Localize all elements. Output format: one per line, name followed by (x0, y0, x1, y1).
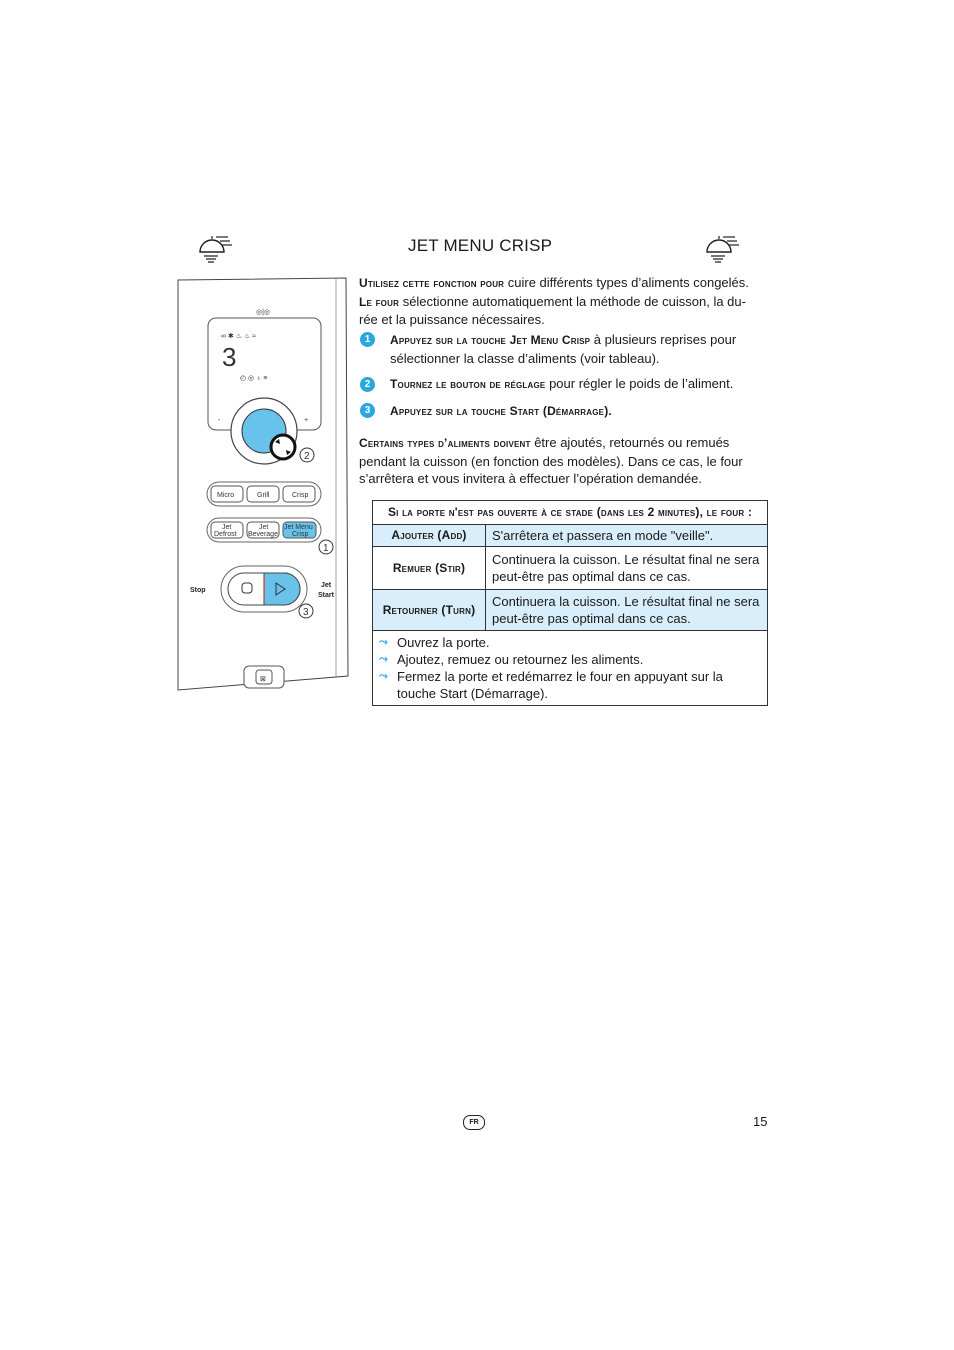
step-1-rest: à plusieurs reprises pour (590, 332, 737, 347)
tip-2: Ajoutez, remuez ou retournez les aliments. (397, 652, 644, 667)
svg-text:◎|◎: ◎|◎ (256, 309, 271, 316)
jet-defrost-l1: Jet (222, 524, 232, 531)
table-row (373, 525, 768, 547)
intro-rest-2: sélectionne automatiquement la méthode de cuisson, la du- (399, 293, 746, 309)
table-value-stir: Continuera la cuisson. Le résultat final ne sera peut-être pas optimal dans ce cas. (486, 547, 768, 590)
crisp-icon-left (196, 232, 236, 266)
minus-label: - (218, 417, 221, 424)
plus-label: + (304, 417, 309, 424)
page-number: 15 (753, 1114, 768, 1129)
callout-3: 3 (303, 607, 309, 618)
table-key-add: Ajouter (Add) (373, 525, 486, 547)
jet-menu-crisp-l1: Jet Menu (284, 524, 313, 531)
step-1-sc: Appuyez sur la touche Jet Menu Crisp (390, 333, 591, 347)
jet-defrost-l2: Defrost (214, 531, 237, 538)
step-3-number: 3 (360, 403, 375, 418)
svg-text:∞ ✱ ♨ ♨ ≈: ∞ ✱ ♨ ♨ ≈ (221, 333, 257, 340)
table-row (373, 590, 768, 631)
step-1-text (390, 331, 770, 367)
table-key-stir: Remuer (Stir) (373, 547, 486, 590)
step-1-rest2: sélectionner la classe d’aliments (voir tableau). (390, 350, 660, 366)
arrow-tip-icon: ⤳ (379, 670, 388, 682)
language-badge (463, 1115, 485, 1130)
language-badge-text: FR (469, 1119, 479, 1126)
step-3-text (390, 402, 770, 421)
arrow-tip-icon: ⤳ (379, 636, 388, 648)
step-1-number: 1 (360, 332, 375, 347)
note-sc: Certains types d’aliments doivent (359, 436, 531, 450)
svg-text:⊠: ⊠ (260, 676, 266, 683)
step-2-text (390, 375, 770, 394)
page-title: JET MENU CRISP (408, 236, 553, 255)
crisp-icon-right (703, 232, 743, 266)
control-panel-illustration (176, 276, 352, 694)
step-2-number: 2 (360, 377, 375, 392)
jet-beverage-l2: Beverage (248, 531, 278, 538)
jet-beverage-l1: Jet (259, 524, 269, 531)
intro-sc-2: Le four (359, 294, 400, 309)
arrow-tip-icon: ⤳ (379, 653, 388, 665)
tip-1: Ouvrez la porte. (397, 635, 490, 650)
step-2-rest: pour régler le poids de l’aliment. (545, 376, 734, 391)
intro-line-3: rée et la puissance nécessaires. (359, 312, 545, 327)
svg-text:◴ ◎ ♁ ≡: ◴ ◎ ♁ ≡ (240, 375, 268, 382)
stop-label: Stop (190, 587, 206, 594)
step-2-sc: Tournez le bouton de réglage (390, 377, 546, 391)
callout-2: 2 (304, 451, 310, 462)
start-label-l2: Start (318, 592, 334, 599)
crisp-button-label: Crisp (292, 492, 309, 499)
table-tips-cell (373, 631, 768, 706)
instruction-table (372, 500, 768, 706)
micro-button-label: Micro (217, 492, 235, 499)
table-header: Si la porte n'est pas ouverte à ce stade (dans les 2 minutes), le four : (373, 501, 768, 525)
note-line-3: s’arrêtera et vous invitera à effectuer l’opération demandée. (359, 471, 703, 486)
table-row (373, 547, 768, 590)
intro-rest-1: cuire différents types d’aliments congelés. (504, 275, 749, 290)
intro-paragraph (359, 274, 771, 329)
grill-button-label: Grill (257, 492, 270, 499)
note-rest: être ajoutés, retournés ou remués (530, 435, 730, 450)
table-key-turn: Retourner (Turn) (373, 590, 486, 631)
table-value-add: S'arrêtera et passera en mode "veille". (486, 525, 768, 547)
jet-menu-crisp-l2: Crisp (292, 531, 309, 538)
step-3-sc: Appuyez sur la touche Start (Démarrage). (390, 404, 612, 418)
rotate-arrows-icon (271, 435, 295, 459)
note-line-2: pendant la cuisson (en fonction des modèles). Dans ce cas, le four (359, 453, 743, 469)
display-digit: 3 (222, 342, 237, 372)
tip-3: Fermez la porte et redémarrez le four en appuyant sur la touche Start (Démarrage). (397, 669, 723, 701)
callout-1: 1 (323, 543, 329, 554)
intro-sc-1: Utilisez cette fonction pour (359, 276, 505, 290)
table-value-turn: Continuera la cuisson. Le résultat final ne sera peut-être pas optimal dans ce cas. (486, 590, 768, 631)
start-label-l1: Jet (321, 582, 332, 589)
note-paragraph (359, 434, 771, 488)
